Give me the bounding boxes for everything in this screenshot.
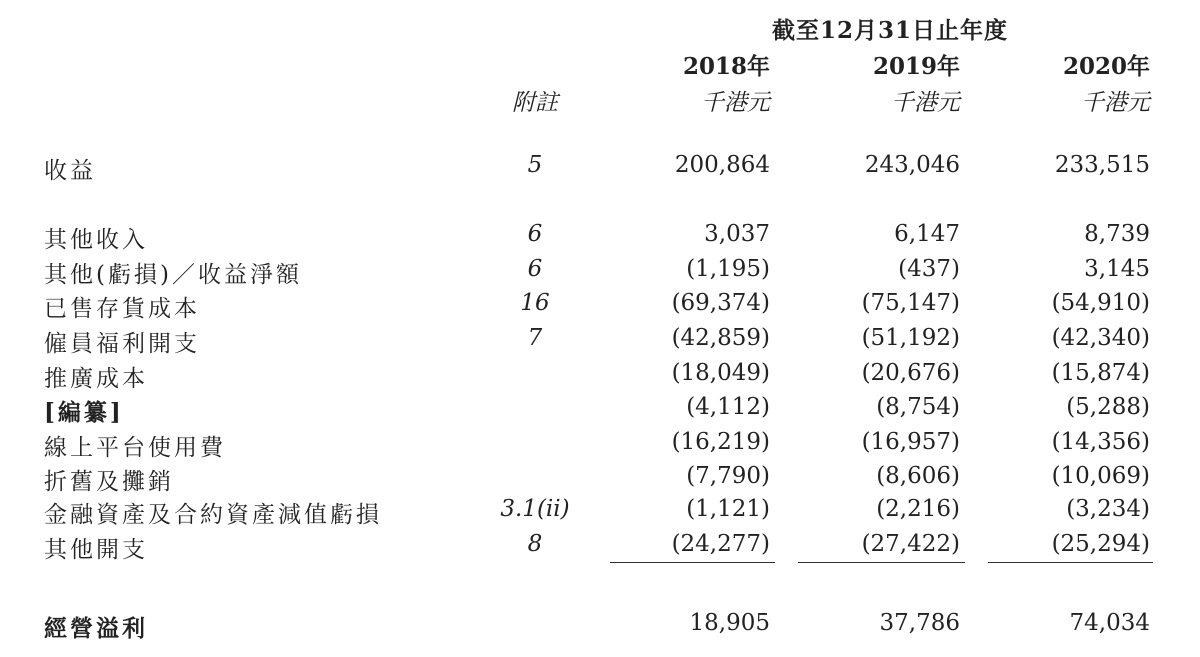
row-value-other-gains-net-2020: 3,145: [1084, 256, 1150, 282]
row-value-other-income-2018: 3,037: [704, 221, 770, 247]
row-label-depreciation: 折舊及攤銷: [44, 469, 174, 495]
row-label-other-gains-net: 其他(虧損)／收益淨額: [44, 262, 302, 288]
row-label-other-expenses: 其他開支: [44, 537, 148, 563]
row-value-operating-profit-2019: 37,786: [879, 610, 960, 636]
row-value-other-expenses-2020: (25,294): [1051, 531, 1150, 557]
row-label-online-platform-fees: 線上平台使用費: [44, 435, 226, 461]
row-value-revenue-2018: 200,864: [674, 152, 770, 178]
row-value-promotion-costs-2019: (20,676): [861, 360, 960, 386]
row-value-other-expenses-2019: (27,422): [861, 531, 960, 557]
row-value-other-income-2019: 6,147: [894, 221, 960, 247]
row-value-redacted-2019: (8,754): [876, 394, 960, 420]
row-value-impairment-losses-2018: (1,121): [686, 496, 770, 522]
row-label-promotion-costs: 推廣成本: [44, 366, 148, 392]
row-value-employee-benefits-2019: (51,192): [861, 325, 960, 351]
row-value-online-platform-fees-2018: (16,219): [671, 429, 770, 455]
row-value-redacted-2020: (5,288): [1066, 394, 1150, 420]
row-note-other-expenses: 8: [527, 531, 543, 557]
row-label-impairment-losses: 金融資產及合約資產減值虧損: [44, 502, 382, 528]
subtotal-rule-2020: [988, 562, 1153, 563]
row-note-employee-benefits: 7: [527, 325, 543, 351]
row-value-other-gains-net-2018: (1,195): [686, 256, 770, 282]
row-value-other-gains-net-2019: (437): [898, 256, 960, 282]
row-value-promotion-costs-2020: (15,874): [1051, 360, 1150, 386]
row-value-redacted-2018: (4,112): [686, 394, 770, 420]
row-value-depreciation-2019: (8,606): [876, 463, 960, 489]
column-year-2018: 2018年: [682, 53, 770, 80]
row-note-cost-of-inventories: 16: [520, 290, 550, 316]
row-note-other-income: 6: [527, 221, 543, 247]
row-value-operating-profit-2018: 18,905: [689, 610, 770, 636]
row-label-employee-benefits: 僱員福利開支: [44, 331, 200, 357]
column-unit-2020: 千港元: [1081, 90, 1150, 116]
row-value-cost-of-inventories-2020: (54,910): [1051, 290, 1150, 316]
row-label-other-income: 其他收入: [44, 227, 148, 253]
row-label-revenue: 收益: [44, 158, 96, 184]
row-value-other-expenses-2018: (24,277): [671, 531, 770, 557]
row-value-impairment-losses-2020: (3,234): [1066, 496, 1150, 522]
row-value-depreciation-2020: (10,069): [1051, 463, 1150, 489]
row-value-employee-benefits-2018: (42,859): [671, 325, 770, 351]
row-value-promotion-costs-2018: (18,049): [671, 360, 770, 386]
period-heading: 截至12月31日止年度: [771, 17, 1008, 44]
row-value-online-platform-fees-2020: (14,356): [1051, 429, 1150, 455]
column-unit-2019: 千港元: [891, 90, 960, 116]
row-label-operating-profit: 經營溢利: [44, 615, 148, 642]
column-unit-2018: 千港元: [701, 90, 770, 116]
row-value-revenue-2019: 243,046: [864, 152, 960, 178]
row-value-online-platform-fees-2019: (16,957): [861, 429, 960, 455]
row-note-other-gains-net: 6: [527, 256, 543, 282]
row-value-impairment-losses-2019: (2,216): [876, 496, 960, 522]
row-note-impairment-losses: 3.1(ii): [500, 496, 570, 522]
column-year-2019: 2019年: [872, 53, 960, 80]
row-value-cost-of-inventories-2018: (69,374): [671, 290, 770, 316]
note-column-heading: 附註: [512, 90, 558, 116]
subtotal-rule-2019: [798, 562, 965, 563]
row-label-cost-of-inventories: 已售存貨成本: [44, 296, 200, 322]
column-year-2020: 2020年: [1062, 53, 1150, 80]
row-value-depreciation-2018: (7,790): [686, 463, 770, 489]
row-label-redacted: [編纂]: [44, 399, 124, 426]
row-value-revenue-2020: 233,515: [1054, 152, 1150, 178]
row-value-other-income-2020: 8,739: [1084, 221, 1150, 247]
row-value-operating-profit-2020: 74,034: [1069, 610, 1150, 636]
row-value-cost-of-inventories-2019: (75,147): [861, 290, 960, 316]
row-value-employee-benefits-2020: (42,340): [1051, 325, 1150, 351]
subtotal-rule-2018: [610, 562, 775, 563]
row-note-revenue: 5: [527, 152, 543, 178]
